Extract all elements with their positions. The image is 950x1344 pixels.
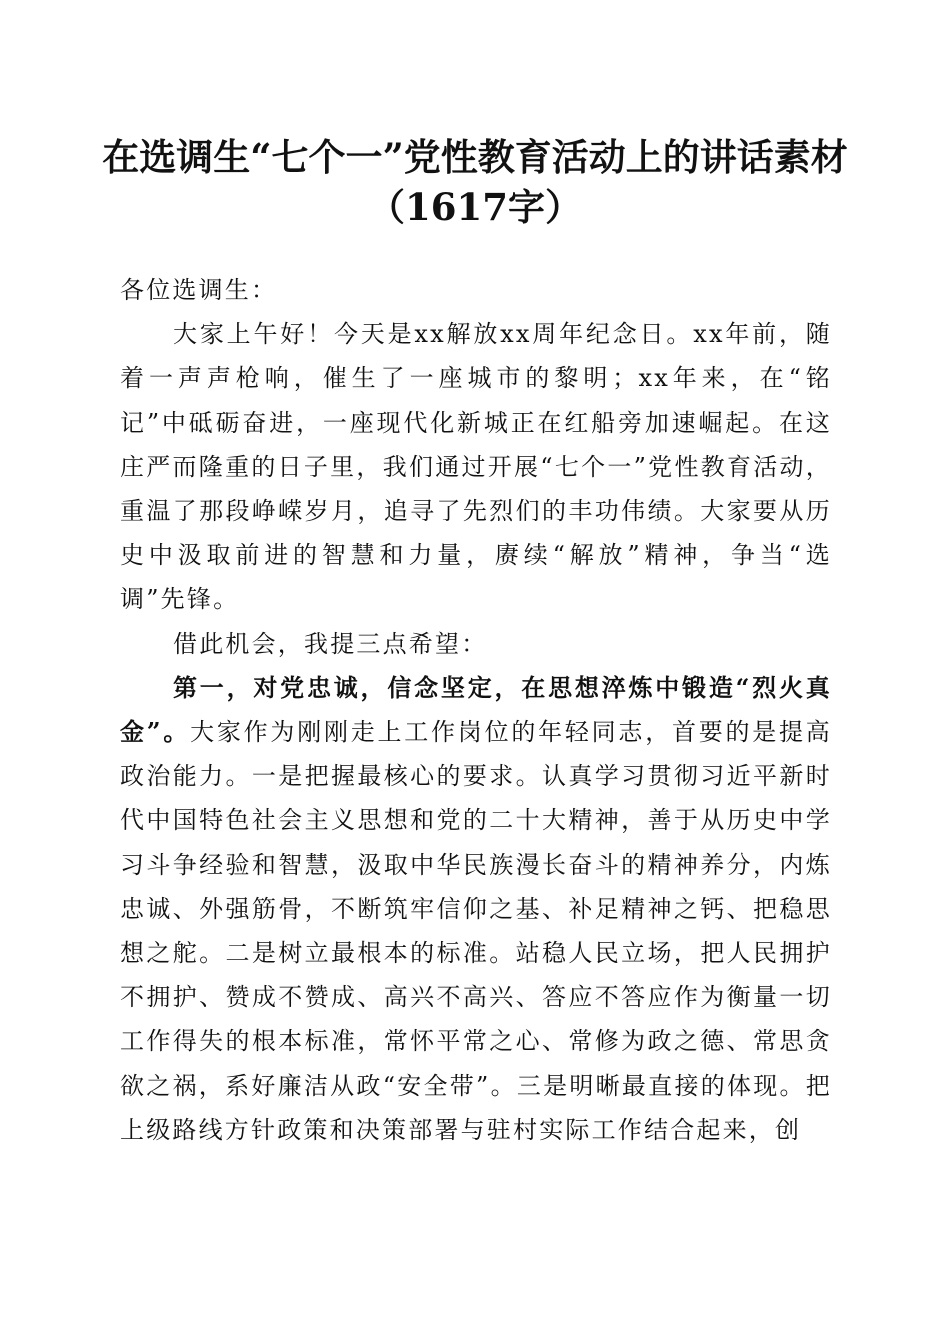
salutation: 各位选调生： [120,276,278,304]
paragraph-greeting: 大家上午好！今天是xx解放xx周年纪念日。xx年前，随着一声声枪响，催生了一座城市的黎明；xx年来，在“铭记”中砥砺奋进，一座现代化新城正在红船旁加速崛起。在这庄严而隆重的日子里，我们通过开展“七个一”党性教育活动，重温了那段峥嵘岁月，追寻了先烈们的丰功伟绩。大家要从历史中汲取前进的智慧和力量，赓续“解放”精神，争当“选调”先锋。 [120,320,832,614]
paragraph-intro-hopes: 借此机会，我提三点希望： [173,629,488,658]
point-one-text: 大家作为刚刚走上工作岗位的年轻同志，首要的是提高政治能力。一是把握最核心的要求。认真学习贯彻习近平新时代中国特色社会主义思想和党的二十大精神，善于从历史中学习斗争经验和智慧，汲取中华民族漫长奋斗的精神养分，内炼忠诚、外强筋骨，不断筑牢信仰之基、补足精神之钙、把稳思想之舵。二是树立最根本的标准。站稳人民立场，把人民拥护不拥护、赞成不赞成、高兴不高兴、答应不答应作为衡量一切工作得失的根本标准，常怀平常之心、常修为政之德、常思贪欲之祸，系好廉洁从政“安全带”。三是明晰最直接的体现。把上级路线方针政策和决策部署与驻村实际工作结合起来，创 [120,718,832,1144]
point-one-heading: 第一，对党忠诚，信念坚定，在思想淬炼中锻造“烈火真金”。 [120,672,832,747]
paragraph-point-one [120,666,832,1152]
document-body [120,268,832,1152]
document-title: 在选调生“七个一”党性教育活动上的讲话素材（1617字） [102,135,848,229]
